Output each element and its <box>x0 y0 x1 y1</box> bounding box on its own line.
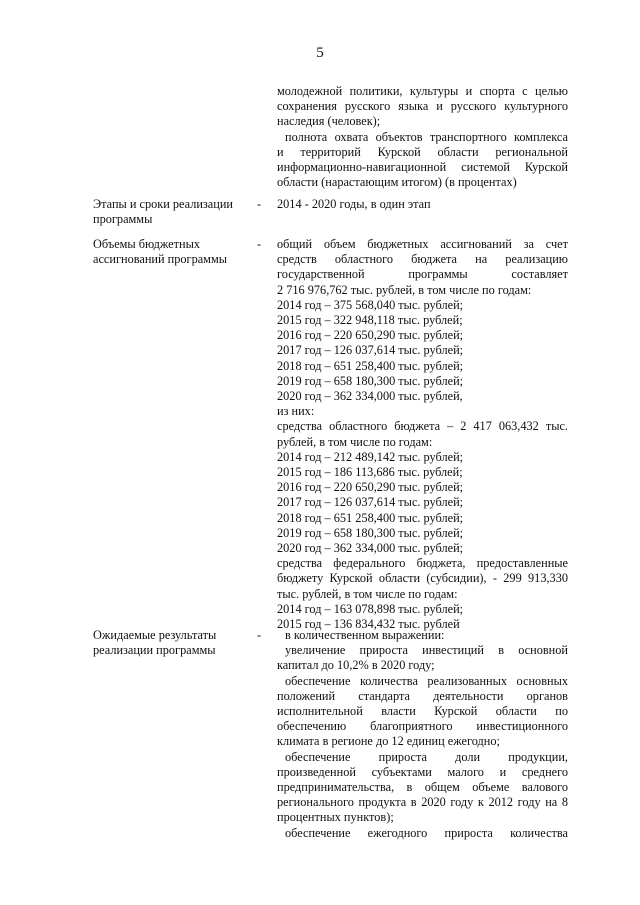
text-line: области (нарастающим итогом) (в процентах) <box>277 175 517 190</box>
text-line: 2020 год – 362 334,000 тыс. рублей; <box>277 541 464 556</box>
text-line: обеспечение ежегодного прироста количества <box>285 825 568 840</box>
text-line: обеспечение количества реализованных основных <box>285 673 568 688</box>
text-line: из них: <box>277 404 315 419</box>
text-line: исполнительной власти Курской области по <box>277 704 568 719</box>
results-dash: - <box>257 628 262 642</box>
text-line: средств областного бюджета на реализацию <box>277 252 568 267</box>
text-line: в количественном выражении: <box>285 628 445 642</box>
text-line: средства федерального бюджета, предоставленные <box>277 556 568 571</box>
text-line: 2019 год – 658 180,300 тыс. рублей; <box>277 525 464 540</box>
text-line: 2014 год – 212 489,142 тыс. рублей; <box>277 449 464 464</box>
text-line: обеспечение прироста доли продукции, <box>285 749 568 764</box>
stages-label <box>93 197 253 227</box>
results-text <box>277 628 568 841</box>
text-line: 2018 год – 651 258,400 тыс. рублей; <box>277 510 464 525</box>
text-line: 2018 год – 651 258,400 тыс. рублей; <box>277 358 464 373</box>
stages-value <box>277 197 568 212</box>
text-line: общий объем бюджетных ассигнований за счет <box>277 237 568 251</box>
text-line: и территорий Курской области региональной <box>277 144 568 159</box>
label-line: Объемы бюджетных <box>93 237 200 251</box>
text-line: рублей, в том числе по годам: <box>277 434 433 449</box>
budget-text <box>277 237 568 632</box>
label-line: реализации программы <box>93 643 216 658</box>
text-line: информационно-навигационной системой Курской <box>277 160 568 175</box>
text-line: 2014 год – 375 568,040 тыс. рублей; <box>277 297 464 312</box>
text-line: увеличение прироста инвестиций в основной <box>285 643 568 658</box>
page-number: 5 <box>316 45 324 61</box>
text-line: 2017 год – 126 037,614 тыс. рублей; <box>277 495 464 510</box>
text-line: наследия (человек); <box>277 114 381 129</box>
text-line: 2014 - 2020 годы, в один этап <box>277 197 431 211</box>
text-line: 2016 год – 220 650,290 тыс. рублей; <box>277 480 464 495</box>
text-line: климата в регионе до 12 единиц ежегодно; <box>277 734 500 749</box>
text-line: 2016 год – 220 650,290 тыс. рублей; <box>277 328 464 343</box>
text-line: регионального продукта в 2020 году к 2012 году на 8 <box>277 795 568 810</box>
text-line: 2019 год – 658 180,300 тыс. рублей; <box>277 373 464 388</box>
results-label <box>93 628 253 658</box>
text-line: 2014 год – 163 078,898 тыс. рублей; <box>277 601 464 616</box>
label-line: программы <box>93 212 153 227</box>
label-line: Ожидаемые результаты <box>93 628 217 642</box>
text-line: произведенной субъектами малого и среднего <box>277 764 568 779</box>
text-line: 2015 год – 322 948,118 тыс. рублей; <box>277 313 463 328</box>
text-line: обеспечению благоприятного инвестиционного <box>277 719 568 734</box>
text-line: 2015 год – 136 834,432 тыс. рублей <box>277 617 460 632</box>
text-line: 2017 год – 126 037,614 тыс. рублей; <box>277 343 464 358</box>
intro-text <box>277 84 568 190</box>
text-line: сохранения русского языка и русского культурного <box>277 99 568 114</box>
text-line: средства областного бюджета – 2 417 063,432 тыс. <box>277 419 568 434</box>
text-line: полнота охвата объектов транспортного комплекса <box>285 129 568 144</box>
text-line: процентных пунктов); <box>277 810 394 825</box>
text-line: молодежной политики, культуры и спорта с целью <box>277 84 568 98</box>
text-line: государственной программы составляет <box>277 267 568 282</box>
budget-label <box>93 237 253 267</box>
budget-dash: - <box>257 237 262 251</box>
stages-dash: - <box>257 197 262 211</box>
label-line: ассигнований программы <box>93 252 227 267</box>
text-line: бюджету Курской области (субсидии), - 299 913,330 <box>277 571 568 586</box>
text-line: 2015 год – 186 113,686 тыс. рублей; <box>277 465 463 480</box>
text-line: предпринимательства, в общем объеме валового <box>277 780 568 795</box>
label-line: Этапы и сроки реализации <box>93 197 233 211</box>
text-line: тыс. рублей, в том числе по годам: <box>277 586 458 601</box>
text-line: 2020 год – 362 334,000 тыс. рублей, <box>277 389 463 404</box>
text-line: положений стандарта деятельности органов <box>277 688 568 703</box>
text-line: 2 716 976,762 тыс. рублей, в том числе по годам: <box>277 282 532 297</box>
text-line: капитал до 10,2% в 2020 году; <box>277 658 435 673</box>
